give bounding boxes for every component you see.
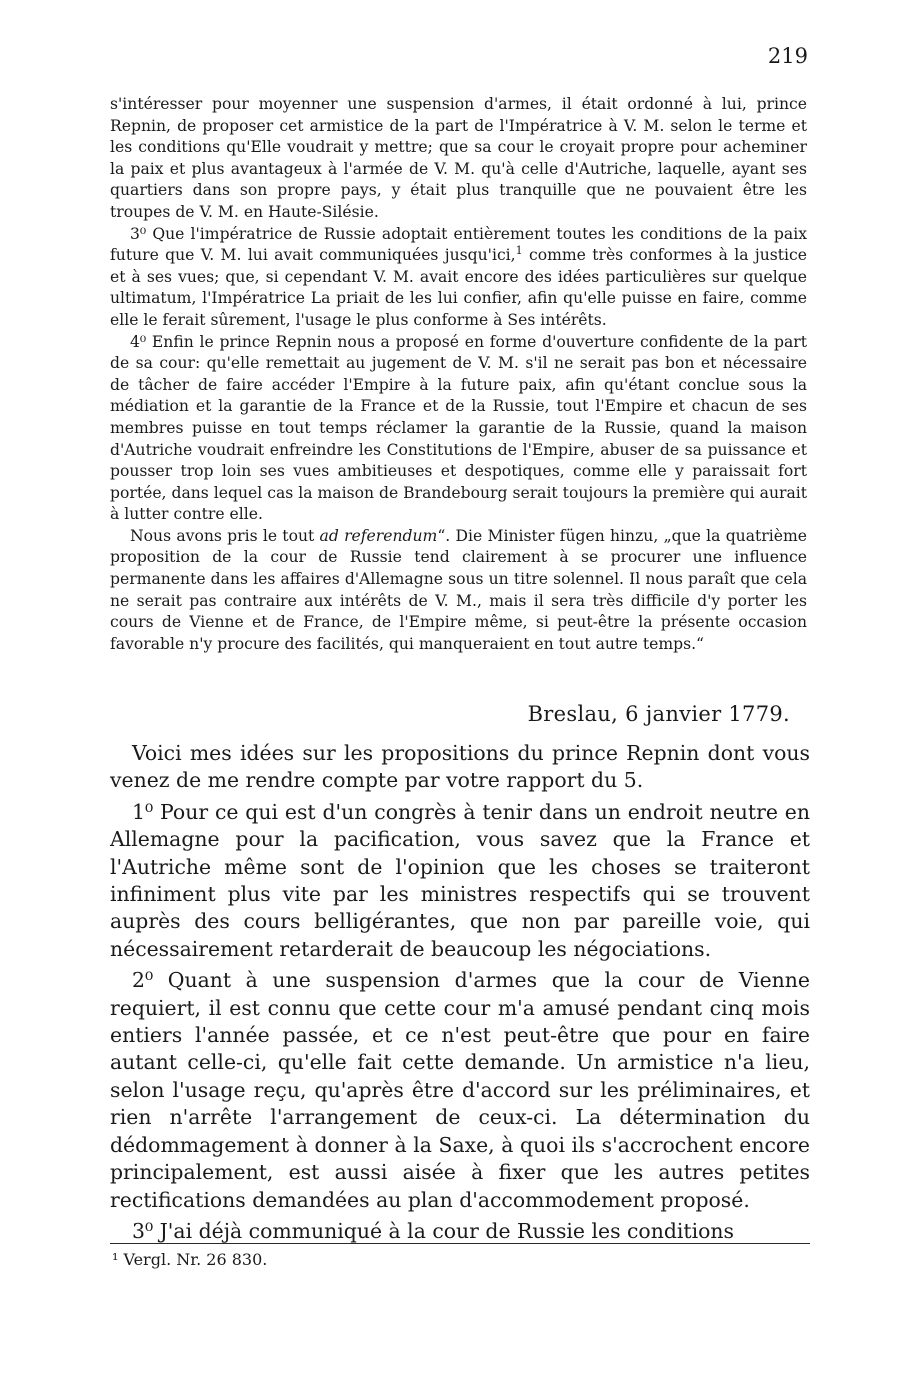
dateline: Breslau, 6 janvier 1779. bbox=[527, 702, 790, 726]
report-paragraph-2: 3⁰ Que l'impératrice de Russie adoptait entièrement toutes les conditions de la paix future que V. M. lui avait communiquées jusqu'ici,$^1$ comme très conformes à la justice et à ses vues; que, si cependant V. M. avait encore des idées particulières sur quelque ultimatum, l'Impératrice La priait de les lui confier, afin qu'elle puisse en faire, comme elle le ferait sûrement, l'usage le plus conforme à Ses intérêts. bbox=[110, 224, 807, 329]
ad-referendum: ad referendum bbox=[319, 526, 438, 545]
letter-text bbox=[110, 740, 810, 1249]
letter-paragraph-4: 3⁰ J'ai déjà communiqué à la cour de Russie les conditions bbox=[132, 1218, 735, 1243]
footnote-rule bbox=[110, 1243, 810, 1244]
letter-paragraph-2: 1⁰ Pour ce qui est d'un congrès à tenir dans un endroit neutre en Allemagne pour la pacification, vous savez que la France et l'Autriche même sont de l'opinion que les choses se traiteront infiniment plus vite par les ministres respectifs qui se trouvent auprès des cours belligérantes, que non par pareille voie, qui nécessairement retarderait de beaucoup les négociations. bbox=[110, 799, 810, 961]
letter-paragraph-1: Voici mes idées sur les propositions du prince Repnin dont vous venez de me rendre compte par votre rapport du 5. bbox=[110, 741, 810, 793]
footnote-marker: 1 bbox=[515, 243, 523, 257]
footnote: ¹ Vergl. Nr. 26 830. bbox=[112, 1250, 268, 1269]
letter-paragraph-3: 2⁰ Quant à une suspension d'armes que la cour de Vienne requiert, il est connu que cette cour m'a amusé pendant cinq mois entiers l'année passée, et ce n'est peut-être que pour en faire autant celle-ci, qu'elle fait cette demande. Un armistice n'a lieu, selon l'usage reçu, qu'après être d'accord sur les préliminaires, et rien n'arrête l'arrangement de ceux-ci. La détermination du dédommagement à donner à la Saxe, à quoi ils s'accrochent encore principalement, est aussi aisée à fixer que les autres petites rectifications demandées au plan d'accommodement proposé. bbox=[110, 968, 810, 1212]
report-paragraph-3: 4⁰ Enfin le prince Repnin nous a proposé en forme d'ouverture confidente de la part de sa cour: qu'elle remettait au jugement de V. M. s'il ne serait pas bon et nécessaire de tâcher de faire accéder l'Empire à la future paix, afin qu'étant conclue sous la médiation et la garantie de la France et de la Russie, tout l'Empire et chacun de ses membres puisse en tout temps réclamer la garantie de la Russie, quand la maison d'Autriche voudrait enfreindre les Constitutions de l'Empire, abuser de sa puissance et pousser trop loin ses vues ambitieuses et despotiques, comme elle y paraissait fort portée, dans lequel cas la maison de Brandebourg serait toujours la première qui aurait à lutter contre elle. bbox=[110, 332, 807, 524]
report-paragraph-4: Nous avons pris le tout ad referendum“. Die Minister fügen hinzu, „que la quatrième proposition de la cour de Russie tend clairement à se procurer une influence permanente dans les affaires d'Allemagne sous un titre solennel. Il nous paraît que cela ne serait pas contraire aux intérêts de V. M., mais il sera très difficile d'y porter les cours de Vienne et de France, de l'Empire même, si peut-être la présente occasion favorable n'y procure des facilités, qui manqueraient en tout autre temps.“ bbox=[110, 526, 807, 653]
report-paragraph-1: s'intéresser pour moyenner une suspension d'armes, il était ordonné à lui, prince Repnin, de proposer cet armistice de la part de l'Impératrice à V. M. selon le terme et les conditions qu'Elle voudrait y mettre; que sa cour le croyait propre pour acheminer la paix et plus avantageux à l'armée de V. M. qu'à celle d'Autriche, laquelle, ayant ses quartiers dans son propre pays, y était plus tranquille que ne pouvaient être les troupes de V. M. en Haute-Silésie. bbox=[110, 95, 807, 221]
page-number: 219 bbox=[767, 44, 808, 68]
report-text bbox=[110, 94, 807, 655]
